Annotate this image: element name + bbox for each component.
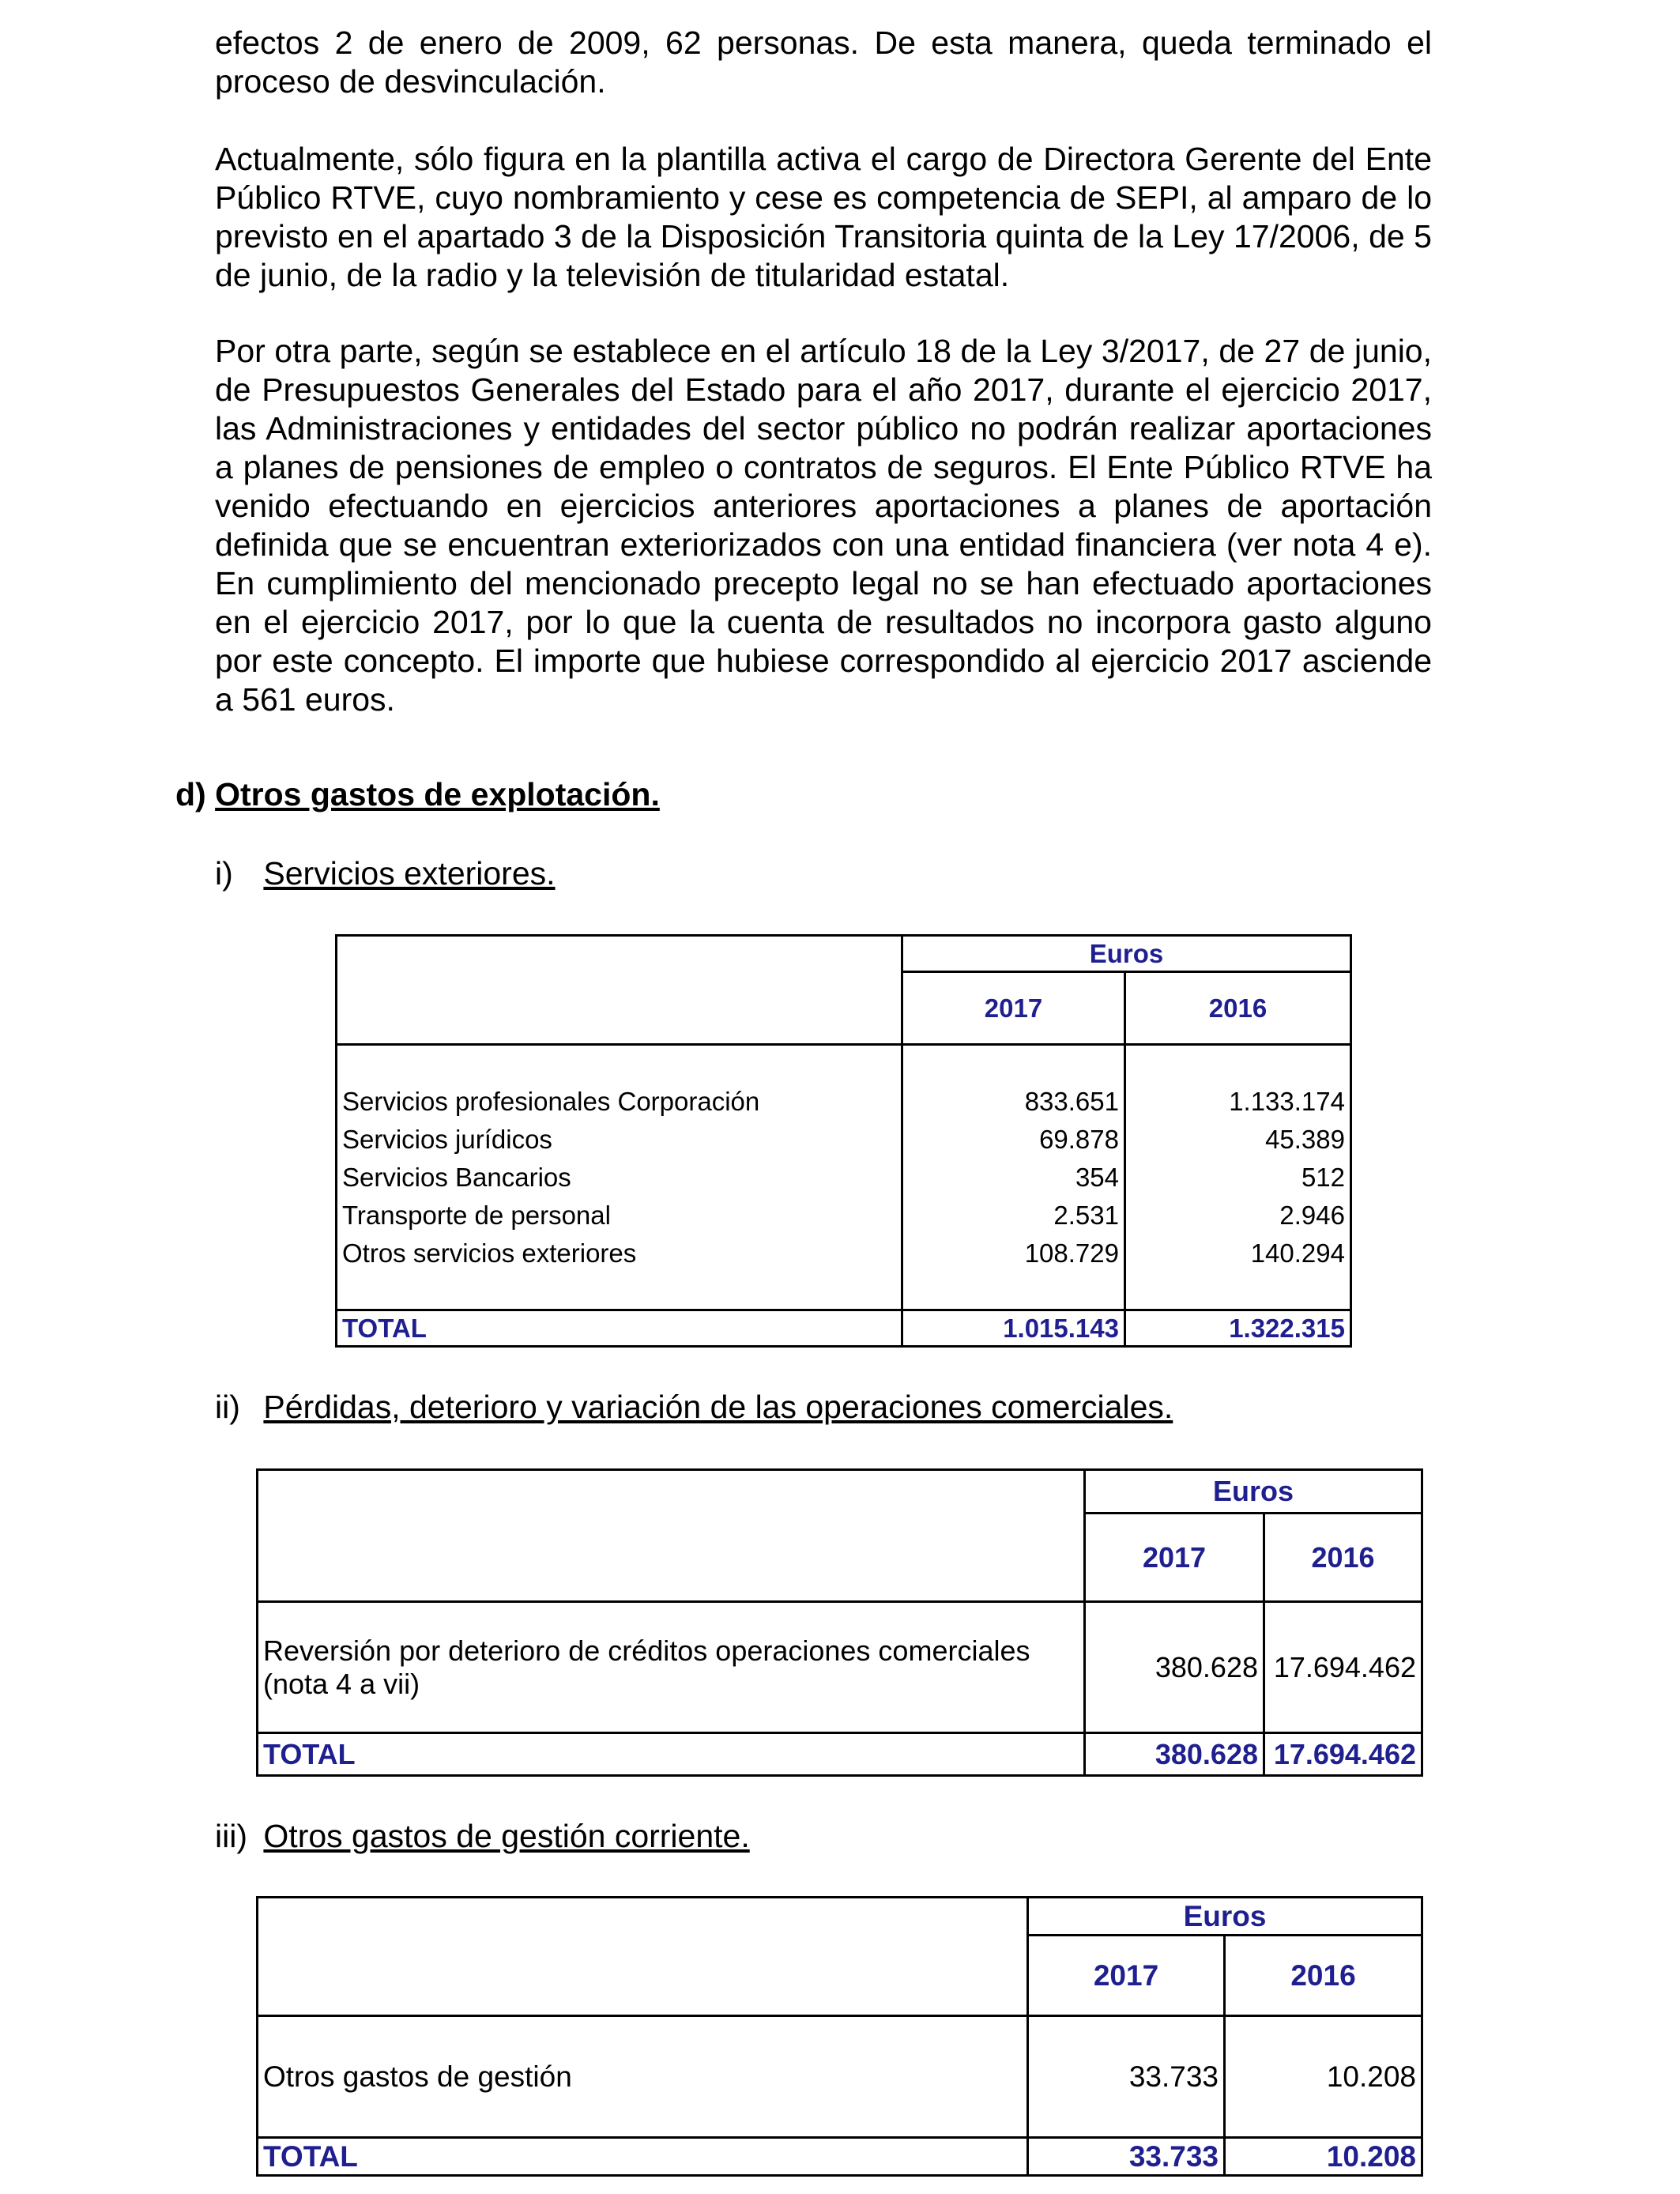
table3-total-label: TOTAL bbox=[258, 2138, 1028, 2176]
table1-row-2016: 45.389 bbox=[1125, 1121, 1351, 1159]
table1-total-label: TOTAL bbox=[337, 1310, 902, 1347]
table2-row-label: Reversión por deterioro de créditos operaciones comerciales (nota 4 a vii) bbox=[258, 1602, 1085, 1733]
table2-row-2017: 380.628 bbox=[1085, 1602, 1264, 1733]
table2-currency-header: Euros bbox=[1085, 1470, 1422, 1514]
subsection-ii-title: Pérdidas, deterioro y variación de las operaciones comerciales. bbox=[263, 1389, 1173, 1425]
table3-row-2016: 10.208 bbox=[1225, 2016, 1422, 2138]
table1-row-2016: 2.946 bbox=[1125, 1197, 1351, 1235]
table1-row-2016: 512 bbox=[1125, 1159, 1351, 1197]
table1-header-blank bbox=[337, 936, 902, 1045]
table-row bbox=[258, 2016, 1422, 2138]
perdidas-deterioro-table bbox=[256, 1468, 1423, 1777]
table2-year-2017: 2017 bbox=[1085, 1514, 1264, 1602]
table3-year-2017: 2017 bbox=[1028, 1936, 1225, 2016]
subsection-iii-title: Otros gastos de gestión corriente. bbox=[263, 1818, 750, 1854]
table2-total-label: TOTAL bbox=[258, 1733, 1085, 1776]
table1-row-label: Servicios profesionales Corporación bbox=[337, 1083, 902, 1121]
table3-total-2017: 33.733 bbox=[1028, 2138, 1225, 2176]
subsection-iii-heading bbox=[215, 1818, 750, 1855]
table-row bbox=[258, 1602, 1422, 1733]
table1-row-2017: 833.651 bbox=[902, 1083, 1125, 1121]
paragraph-desvinculacion: efectos 2 de enero de 2009, 62 personas. De esta manera, queda terminado el proceso de desvinculación. bbox=[215, 25, 1432, 100]
table1-total-row bbox=[337, 1310, 1351, 1347]
table1-spacer bbox=[337, 1045, 902, 1083]
section-d-title: Otros gastos de explotación. bbox=[215, 776, 660, 812]
subsection-i-title: Servicios exteriores. bbox=[263, 855, 556, 892]
table3-total-row bbox=[258, 2138, 1422, 2176]
table3-year-2016: 2016 bbox=[1225, 1936, 1422, 2016]
table2-year-2016: 2016 bbox=[1264, 1514, 1422, 1602]
table-row bbox=[337, 1197, 1351, 1235]
table2-total-2017: 380.628 bbox=[1085, 1733, 1264, 1776]
table1-row-2017: 2.531 bbox=[902, 1197, 1125, 1235]
subsection-i-heading bbox=[215, 855, 556, 892]
section-d-heading bbox=[175, 776, 660, 813]
table-row bbox=[337, 1235, 1351, 1272]
table1-currency-header: Euros bbox=[902, 936, 1351, 972]
table2-header-blank bbox=[258, 1470, 1085, 1602]
table1-row-2017: 108.729 bbox=[902, 1235, 1125, 1272]
table1-row-2017: 354 bbox=[902, 1159, 1125, 1197]
subsection-iii-number: iii) bbox=[215, 1818, 247, 1854]
table1-row-2016: 140.294 bbox=[1125, 1235, 1351, 1272]
table2-row-2016: 17.694.462 bbox=[1264, 1602, 1422, 1733]
table1-year-2017: 2017 bbox=[902, 972, 1125, 1045]
table1-row-label: Servicios jurídicos bbox=[337, 1121, 902, 1159]
table1-row-2017: 69.878 bbox=[902, 1121, 1125, 1159]
table1-total-2016: 1.322.315 bbox=[1125, 1310, 1351, 1347]
table3-total-2016: 10.208 bbox=[1225, 2138, 1422, 2176]
table3-header-blank bbox=[258, 1898, 1028, 2016]
table1-row-label: Otros servicios exteriores bbox=[337, 1235, 902, 1272]
table1-year-2016: 2016 bbox=[1125, 972, 1351, 1045]
table-row bbox=[337, 1083, 1351, 1121]
table3-row-2017: 33.733 bbox=[1028, 2016, 1225, 2138]
subsection-ii-number: ii) bbox=[215, 1389, 240, 1425]
otros-gastos-gestion-table bbox=[256, 1896, 1423, 2177]
table-row bbox=[337, 1121, 1351, 1159]
table3-currency-header: Euros bbox=[1028, 1898, 1422, 1936]
table3-row-label: Otros gastos de gestión bbox=[258, 2016, 1028, 2138]
table1-row-2016: 1.133.174 bbox=[1125, 1083, 1351, 1121]
subsection-i-number: i) bbox=[215, 855, 233, 892]
table2-total-row bbox=[258, 1733, 1422, 1776]
table1-row-label: Transporte de personal bbox=[337, 1197, 902, 1235]
section-d-label: d) bbox=[175, 776, 206, 812]
servicios-exteriores-table bbox=[335, 934, 1352, 1348]
paragraph-directora-gerente: Actualmente, sólo figura en la plantilla activa el cargo de Directora Gerente del Ente Público RTVE, cuyo nombramiento y cese es competencia de SEPI, al amparo de lo previsto en el apartado 3 de la Disposición Transitoria quinta de la Ley 17/2006, de 5 de junio, de la radio y la televisión de titularidad estatal. bbox=[215, 141, 1432, 293]
paragraph-planes-pensiones: Por otra parte, según se establece en el artículo 18 de la Ley 3/2017, de 27 de junio, de Presupuestos Generales del Estado para el año 2017, durante el ejercicio 2017, las Administraciones y entidades del sector público no podrán realizar aportaciones a planes de pensiones de empleo o contratos de seguros. El Ente Público RTVE ha venido efectuando en ejercicios anteriores aportaciones a planes de aportación definida que se encuentran exteriorizados con una entidad financiera (ver nota 4 e). En cumplimiento del mencionado precepto legal no se han efectuado aportaciones en el ejercicio 2017, por lo que la cuenta de resultados no incorpora gasto alguno por este concepto. El importe que hubiese correspondido al ejercicio 2017 asciende a 561 euros. bbox=[215, 333, 1432, 718]
table1-total-2017: 1.015.143 bbox=[902, 1310, 1125, 1347]
subsection-ii-heading bbox=[215, 1389, 1173, 1426]
table2-total-2016: 17.694.462 bbox=[1264, 1733, 1422, 1776]
table1-row-label: Servicios Bancarios bbox=[337, 1159, 902, 1197]
table-row bbox=[337, 1159, 1351, 1197]
